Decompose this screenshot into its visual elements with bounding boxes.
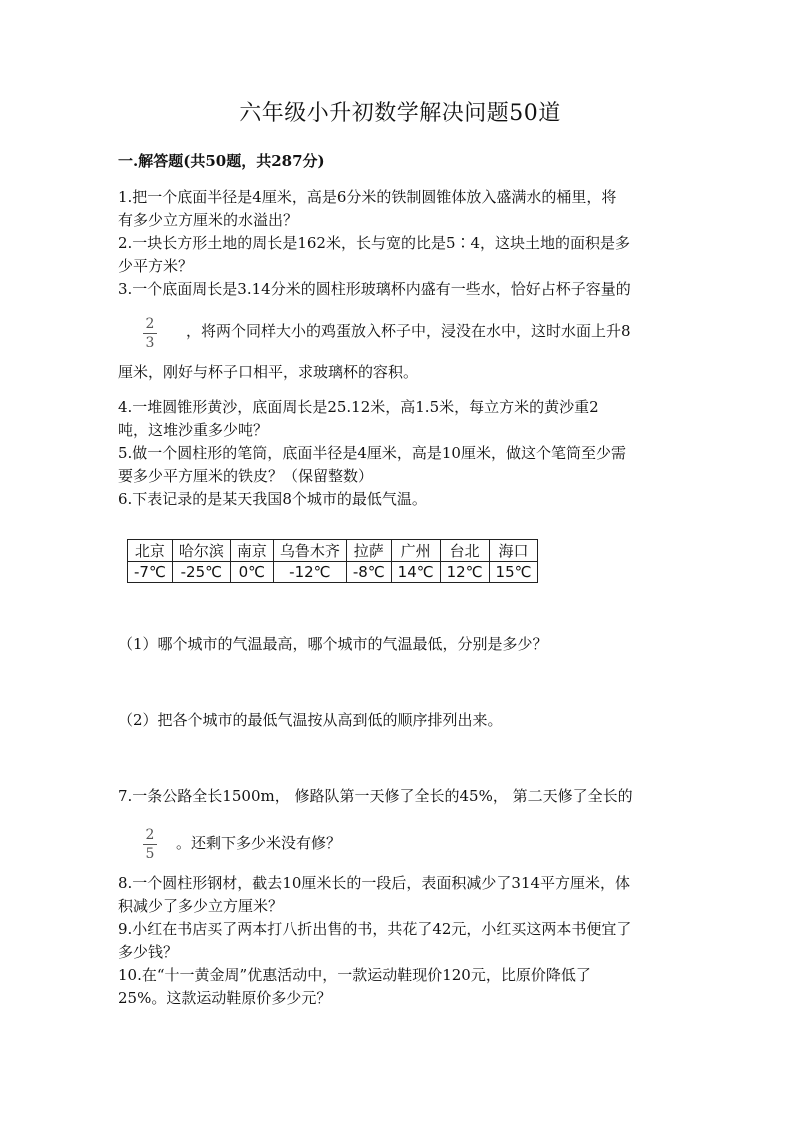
fraction-numerator: 2: [145, 316, 155, 332]
table-cell-city: 台北: [440, 540, 489, 562]
table-cell-temp: -8℃: [346, 562, 391, 583]
question-4-line-2: 吨，这堆沙重多少吨？: [118, 421, 269, 439]
question-10-line-1: 10.在“十一黄金周”优惠活动中，一款运动鞋现价120元，比原价降低了: [118, 966, 591, 984]
page-title: 六年级小升初数学解决问题50道: [239, 101, 561, 126]
table-row-cities: [128, 540, 538, 562]
question-7-fraction: [143, 827, 157, 862]
table-cell-city: 拉萨: [346, 540, 391, 562]
fraction-bar: [143, 844, 157, 845]
question-8-line-2: 积减少了多少立方厘米？: [118, 897, 284, 915]
table-cell-temp: -12℃: [273, 562, 346, 583]
table-cell-city: 南京: [230, 540, 273, 562]
table-cell-temp: -25℃: [172, 562, 230, 583]
table-cell-temp: -7℃: [128, 562, 173, 583]
table-cell-city: 乌鲁木齐: [273, 540, 346, 562]
question-4-line-1: 4.一堆圆锥形黄沙，底面周长是25.12米，高1.5米，每立方米的黄沙重2: [118, 398, 599, 416]
question-6-line-1: 6.下表记录的是某天我国8个城市的最低气温。: [118, 490, 427, 508]
question-6-sub-2: （2）把各个城市的最低气温按从高到低的顺序排列出来。: [118, 711, 503, 729]
question-7-line-1: 7.一条公路全长1500m， 修路队第一天修了全长的45%， 第二天修了全长的: [118, 787, 633, 805]
question-1-line-2: 有多少立方厘米的水溢出？: [118, 211, 299, 229]
fraction-numerator: 2: [145, 827, 155, 843]
section-heading: 一.解答题(共50题，共287分): [118, 152, 325, 170]
question-3-line-3: 厘米，刚好与杯子口相平，求玻璃杯的容积。: [118, 363, 419, 381]
question-7-line-2: 。还剩下多少米没有修？: [176, 834, 342, 852]
question-3-fraction: [143, 316, 157, 351]
question-5-line-1: 5.做一个圆柱形的笔筒，底面半径是4厘米，高是10厘米，做这个笔筒至少需: [118, 444, 626, 462]
question-5-line-2: 要多少平方厘米的铁皮？（保留整数）: [118, 467, 374, 485]
question-3-line-1: 3.一个底面周长是3.14分米的圆柱形玻璃杯内盛有一些水，恰好占杯子容量的: [118, 280, 631, 298]
question-8-line-1: 8.一个圆柱形钢材，截去10厘米长的一段后，表面积减少了314平方厘米，体: [118, 874, 631, 892]
table-cell-temp: 15℃: [489, 562, 538, 583]
fraction-bar: [143, 333, 157, 334]
table-cell-temp: 0℃: [230, 562, 273, 583]
table-cell-temp: 12℃: [440, 562, 489, 583]
table-cell-city: 海口: [489, 540, 538, 562]
table-cell-city: 广州: [391, 540, 440, 562]
question-9-line-1: 9.小红在书店买了两本打八折出售的书，共花了42元，小红买这两本书便宜了: [118, 920, 632, 938]
fraction-denominator: 5: [145, 846, 155, 862]
question-3-line-2: ，将两个同样大小的鸡蛋放入杯子中，浸没在水中，这时水面上升8: [186, 322, 631, 340]
question-9-line-2: 多少钱？: [118, 943, 179, 961]
question-2-line-1: 2.一块长方形土地的周长是162米，长与宽的比是5∶4，这块土地的面积是多: [118, 234, 631, 252]
table-cell-city: 哈尔滨: [172, 540, 230, 562]
question-10-line-2: 25%。这款运动鞋原价多少元？: [118, 989, 332, 1007]
question-6-sub-1: （1）哪个城市的气温最高，哪个城市的气温最低，分别是多少？: [118, 635, 548, 653]
table-cell-city: 北京: [128, 540, 173, 562]
table-row-temps: [128, 562, 538, 583]
table-cell-temp: 14℃: [391, 562, 440, 583]
question-1-line-1: 1.把一个底面半径是4厘米，高是6分米的铁制圆锥体放入盛满水的桶里，将: [118, 188, 617, 206]
temperature-table: [127, 539, 538, 583]
fraction-denominator: 3: [145, 335, 155, 351]
question-2-line-2: 少平方米？: [118, 257, 194, 275]
